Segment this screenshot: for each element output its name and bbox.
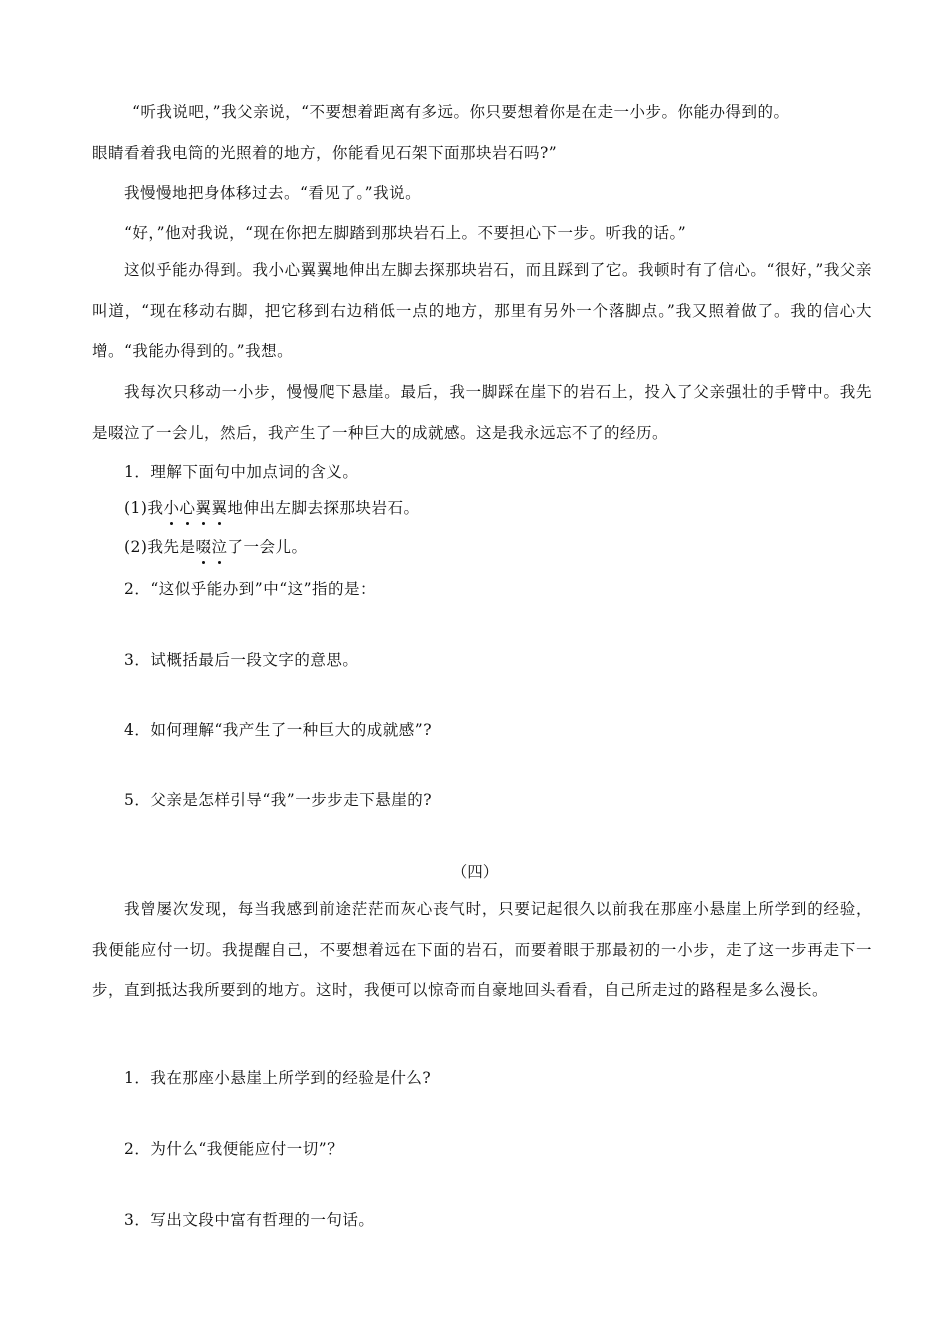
section-4-question-1: 1．我在那座小悬崖上所学到的经验是什么? — [124, 1069, 432, 1087]
dotted-char: 翼 — [212, 496, 228, 520]
passage-paragraph-2: 我慢慢地把身体移过去。“看见了。”我说。 — [124, 184, 422, 202]
question-5: 5．父亲是怎样引导“我”一步步走下悬崖的? — [124, 791, 433, 809]
dotted-char: 小 — [163, 496, 179, 520]
question-1: 1．理解下面句中加点词的含义。 — [124, 463, 359, 481]
dotted-char: 翼 — [196, 496, 212, 520]
question-4: 4．如何理解“我产生了一种巨大的成就感”? — [124, 721, 433, 739]
dotted-char: 心 — [179, 496, 195, 520]
question-3: 3．试概括最后一段文字的意思。 — [124, 651, 359, 669]
section-4-question-2: 2．为什么“我便能应付一切”？ — [124, 1140, 344, 1158]
section-4-paragraph: 我曾屡次发现，每当我感到前途茫茫而灰心丧气时，只要记起很久以前我在那座小悬崖上所学到的经验，我便能应付一切。我提醒自己，不要想着远在下面的岩石，而要着眼于那最初的一小步，走了这一步再走下一步，直到抵达我所要到的地方。这时，我便可以惊奇而自豪地回头看看，自己所走过的路程是多么漫长。 — [92, 900, 872, 999]
question-1-item-1-prefix: (1)我 — [124, 499, 164, 517]
passage-paragraph-4: 这似乎能办得到。我小心翼翼地伸出左脚去探那块岩石，而且踩到了它。我顿时有了信心。“很好，”我父亲叫道，“现在移动右脚，把它移到右边稍低一点的地方，那里有另外一个落脚点。”我又照着做了。我的信心大增。“我能办得到的。”我想。 — [92, 261, 872, 360]
dotted-char: 泣 — [211, 535, 227, 559]
passage-paragraph-1 — [92, 92, 872, 173]
question-1-item-1-suffix: 地伸出左脚去探那块岩石。 — [227, 499, 420, 517]
section-title: （四） — [451, 863, 499, 881]
question-1-item-2-suffix: 了一会儿。 — [227, 538, 308, 556]
passage-paragraph-1-line-2: 眼睛看着我电筒的光照着的地方，你能看见石架下面那块岩石吗?” — [92, 143, 558, 162]
section-4-question-3: 3．写出文段中富有哲理的一句话。 — [124, 1211, 375, 1229]
question-1-item-2-prefix: (2)我先是 — [124, 538, 196, 556]
question-2: 2．“这似乎能办到”中“这”指的是： — [124, 580, 377, 598]
dotted-char: 啜 — [195, 535, 211, 559]
passage-paragraph-3: “好，”他对我说，“现在你把左脚踏到那块岩石上。不要担心下一步。听我的话。” — [124, 224, 687, 242]
passage-paragraph-1-line-1: “听我说吧，”我父亲说，“不要想着距离有多远。你只要想着你是在走一小步。你能办得到的。 — [132, 103, 790, 121]
question-1-item-1 — [124, 496, 864, 520]
question-1-item-2 — [124, 535, 864, 559]
passage-paragraph-5: 我每次只移动一小步，慢慢爬下悬崖。最后，我一脚踩在崖下的岩石上，投入了父亲强壮的手臂中。我先是啜泣了一会儿，然后，我产生了一种巨大的成就感。这是我永远忘不了的经历。 — [92, 383, 872, 442]
